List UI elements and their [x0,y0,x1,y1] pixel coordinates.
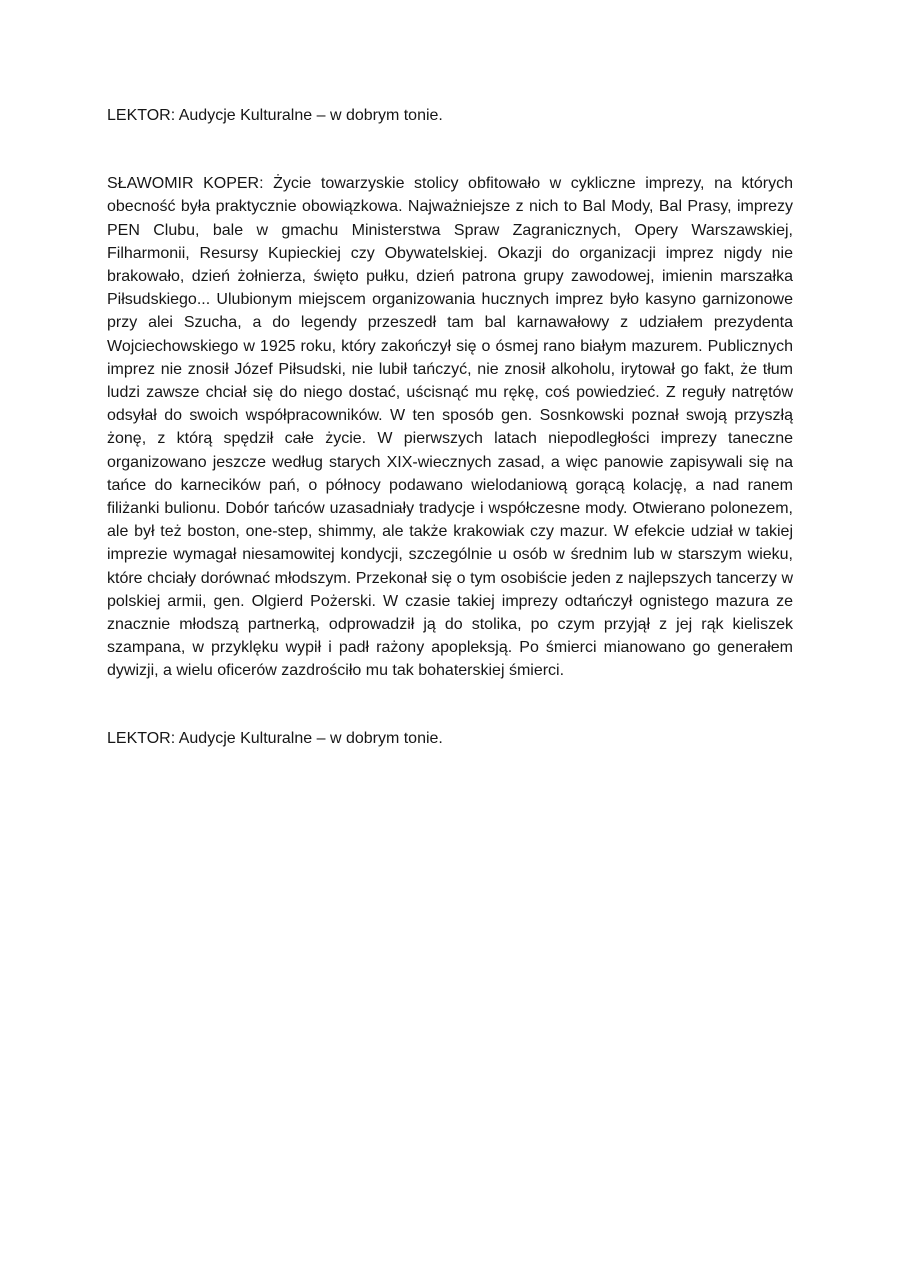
lektor-line-intro: LEKTOR: Audycje Kulturalne – w dobrym tonie. [107,107,443,124]
lektor-line-outro: LEKTOR: Audycje Kulturalne – w dobrym tonie. [107,729,443,747]
speaker-paragraph: SŁAWOMIR KOPER: Życie towarzyskie stolicy obfitowało w cykliczne imprezy, na których obecność była praktycznie obowiązkowa. Najważniejsze z nich to Bal Mody, Bal Prasy, imprezy PEN Clubu, bale w gmachu Ministerstwa Spraw Zagranicznych, Opery Warszawskiej, Filharmonii, Resursy Kupieckiej czy Obywatelskiej. Okazji do organizacji imprez nigdy nie brakowało, dzień żołnierza, święto pułku, dzień patrona grupy zawodowej, imienin marszałka Piłsudskiego... Ulubionym miejscem organizowania hucznych imprez było kasyno garnizonowe przy alei Szucha, a do legendy przeszedł tam bal karnawałowy z udziałem prezydenta Wojciechowskiego w 1925 roku, który zakończył się o ósmej rano białym mazurem. Publicznych imprez nie znosił Józef Piłsudski, nie lubił tańczyć, nie znosił alkoholu, irytował go fakt, że tłum ludzi zawsze chciał się do niego dostać, uścisnąć mu rękę, coś powiedzieć. Z reguły natrętów odsyłał do swoich współpracowników. W ten sposób gen. Sosnkowski poznał swoją przyszłą żonę, z którą spędził całe życie. W pierwszych latach niepodległości imprezy taneczne organizowano jeszcze według starych XIX-wiecznych zasad, a więc panowie zapisywali się na tańce do karnecików pań, o północy podawano wielodaniową gorącą kolację, a nad ranem filiżanki bulionu. Dobór tańców uzasadniały tradycje i współczesne mody. Otwierano polonezem, ale był też boston, one-step, shimmy, ale także krakowiak czy mazur. W efekcie udział w takiej imprezie wymagał niesamowitej kondycji, szczególnie u osób w średnim lub w starszym wieku, które chciały dorównać młodszym. Przekonał się o tym osobiście jeden z najlepszych tancerzy w polskiej armii, gen. Olgierd Pożerski. W czasie takiej imprezy odtańczył ognistego mazura ze znacznie młodszą partnerką, odprowadził ją do stolika, po czym przyjął z jej rąk kieliszek szampana, w przyklęku wypił i padł rażony apopleksją. Po śmierci mianowano go generałem dywizji, a wielu oficerów zazdrościło mu tak bohaterskiej śmierci. [107,175,793,680]
